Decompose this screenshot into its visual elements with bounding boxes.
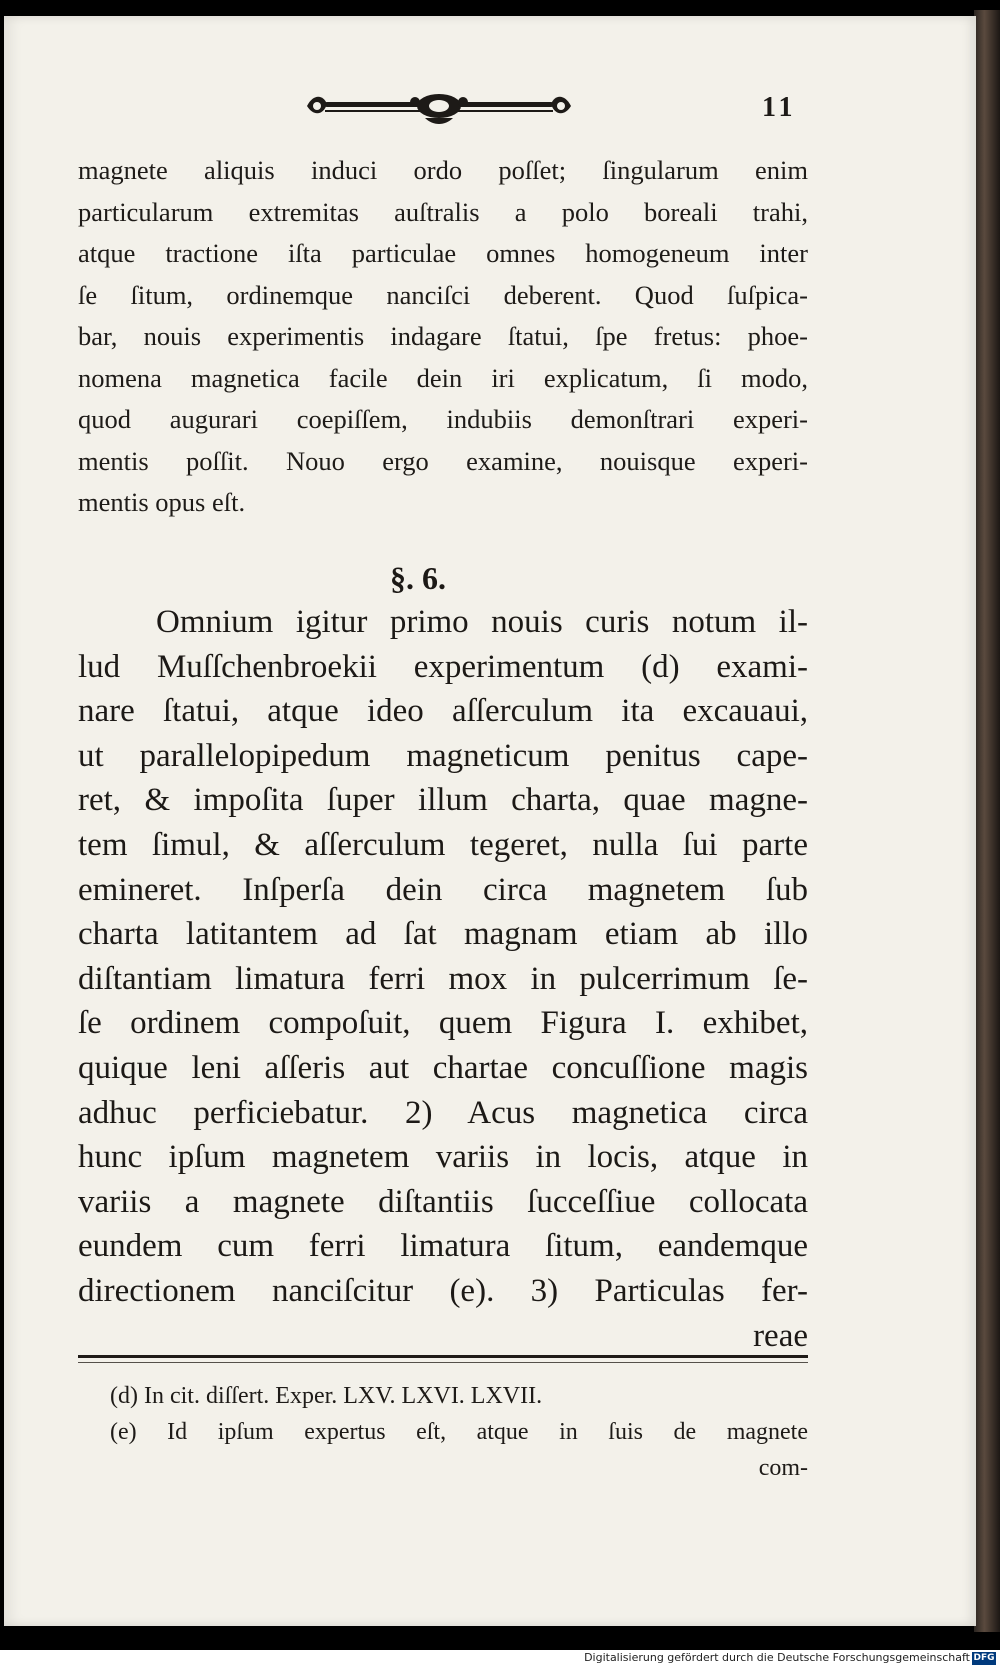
footnote-e: (e) Id ipſum expertus eſt, atque in ſuis de magnete xyxy=(110,1419,808,1445)
text-line: variis a magnete diſtantiis ſucceſſiue collocata xyxy=(78,1183,808,1220)
text-line: eundem cum ferri limatura ſitum, eandemque xyxy=(78,1228,808,1265)
text-line: quod augurari coepiſſem, indubiis demonſtrari experi- xyxy=(78,404,808,434)
catchword: reae xyxy=(753,1317,808,1354)
text-line: nare ſtatui, atque ideo aſſerculum ita excauaui, xyxy=(78,693,808,730)
section-heading: §. 6. xyxy=(390,560,446,596)
footnote-rule-thin xyxy=(78,1362,808,1363)
book-spine xyxy=(974,10,1000,1632)
dfg-logo-icon: DFG xyxy=(973,1653,995,1663)
text-line: magnete aliquis induci ordo poſſet; ſingularum enim xyxy=(78,155,808,185)
text-line: mentis poſſit. Nouo ergo examine, nouisque experi- xyxy=(78,445,808,476)
text-line: Omnium igitur primo nouis curis notum il- xyxy=(156,604,808,640)
text-line: ſe ſitum, ordinemque nanciſci deberent. Quod ſuſpica- xyxy=(78,279,808,310)
text-line: tem ſimul, & aſſerculum tegeret, nulla ſui parte xyxy=(78,826,808,863)
text-line: emineret. Inſperſa dein circa magnetem ſub xyxy=(78,871,808,908)
page-number: 11 xyxy=(762,92,797,123)
text-line: nomena magnetica facile dein iri explicatum, ſi modo, xyxy=(78,362,808,393)
text-line: particularum extremitas auſtralis a polo boreali trahi, xyxy=(78,196,808,227)
text-line: diſtantiam limatura ferri mox in pulcerrimum ſe- xyxy=(78,960,808,997)
footnote-d: (d) In cit. diſſert. Exper. LXV. LXVI. LXVII. xyxy=(110,1383,543,1409)
text-line: quique leni aſſeris aut chartae concuſſione magis xyxy=(78,1049,808,1086)
ornament-headpiece xyxy=(305,88,573,128)
text-line: charta latitantem ad ſat magnam etiam ab illo xyxy=(78,916,808,953)
text-line: hunc ipſum magnetem variis in locis, atque in xyxy=(78,1139,808,1176)
text-line: directionem nanciſcitur (e). 3) Particulas fer- xyxy=(78,1272,808,1309)
footnote-catchword: com- xyxy=(758,1455,808,1481)
text-line: mentis opus eſt. xyxy=(78,487,246,517)
footer-credit: Digitalisierung gefördert durch die Deutsche Forschungsgemeinschaft xyxy=(584,1651,970,1664)
text-line: adhuc perficiebatur. 2) Acus magnetica circa xyxy=(78,1094,808,1131)
text-line: ut parallelopipedum magneticum penitus cape- xyxy=(78,737,808,774)
text-block-large xyxy=(78,600,808,1358)
text-line: bar, nouis experimentis indagare ſtatui, ſpe fretus: phoe- xyxy=(78,321,808,351)
text-block-small xyxy=(78,150,808,524)
footnote-rule xyxy=(78,1355,808,1358)
footnotes xyxy=(110,1378,808,1486)
text-line: atque tractione iſta particulae omnes homogeneum inter xyxy=(78,238,808,268)
text-line: ſe ordinem compoſuit, quem Figura I. exhibet, xyxy=(78,1005,808,1042)
text-line: lud Muſſchenbroekii experimentum (d) exami- xyxy=(78,648,808,685)
text-line: ret, & impoſita ſuper illum charta, quae magne- xyxy=(78,782,808,819)
